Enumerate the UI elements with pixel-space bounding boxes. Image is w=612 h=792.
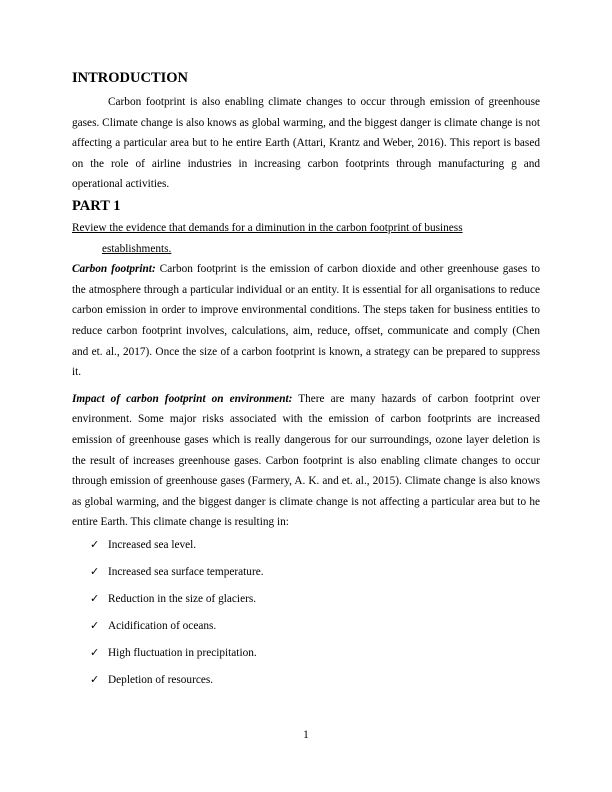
impact-label: Impact of carbon footprint on environment:	[72, 392, 293, 405]
part1-heading: PART 1	[72, 197, 121, 214]
page-number: 1	[303, 729, 309, 741]
document-page	[72, 68, 540, 699]
review-title-line1: Review the evidence that demands for a diminution in the carbon footprint of business	[72, 221, 463, 234]
list-item	[90, 564, 540, 581]
list-item-text: Acidification of oceans.	[108, 619, 217, 632]
list-item-text: Depletion of resources.	[108, 673, 214, 686]
list-item	[90, 618, 540, 635]
review-title	[72, 218, 540, 259]
checkmark-icon: ✓	[90, 646, 100, 659]
carbon-footprint-label: Carbon footprint:	[72, 263, 156, 276]
list-item	[90, 591, 540, 608]
carbon-footprint-text: Carbon footprint is the emission of carbon dioxide and other greenhouse gases to the atmosphere through a particular individual or an entity. It is essential for all organisations to reduce carbon emission in order to improve environmental conditions. The steps taken for business entities to reduce carbon footprint involves, calculations, aim, reduce, offset, communicate and comply (Chen and et. al., 2017). Once the size of a carbon footprint is known, a strategy can be prepared to suppress it.	[72, 263, 540, 379]
list-item	[90, 537, 540, 554]
list-item	[90, 672, 540, 689]
list-item-text: Increased sea surface temperature.	[108, 565, 264, 578]
review-title-line2: establishments.	[102, 242, 172, 255]
introduction-paragraph: Carbon footprint is also enabling climate changes to occur through emission of greenhouse gases. Climate change is also knows as global warming, and the biggest danger is climate change is not affecting a particular area but to he entire Earth (Attari, Krantz and Weber, 2016). This report is based on the role of airline industries in increasing carbon footprints through manufacturing g and operational activities.	[72, 96, 540, 191]
checkmark-icon: ✓	[90, 619, 100, 632]
introduction-heading: INTRODUCTION	[72, 70, 189, 86]
checkmark-icon: ✓	[90, 592, 100, 605]
checkmark-icon: ✓	[90, 538, 100, 551]
impact-text: There are many hazards of carbon footprint over environment. Some major risks associated with the emission of carbon footprints are increased emission of greenhouse gases which is really dangerous for our surroundings, ozone layer deletion is the result of increases greenhouse gases. Carbon footprint is also enabling climate changes to occur through emission of greenhouse gases (Farmery, A. K. and et. al., 2015). Climate change is also knows as global warming, and the biggest danger is climate change is not affecting a particular area but to he entire Earth. This climate change is resulting in:	[72, 392, 540, 529]
effects-list	[72, 537, 540, 689]
carbon-footprint-paragraph	[72, 259, 540, 383]
list-item-text: High fluctuation in precipitation.	[108, 646, 257, 659]
list-item-text: Reduction in the size of glaciers.	[108, 592, 257, 605]
list-item-text: Increased sea level.	[108, 538, 197, 551]
checkmark-icon: ✓	[90, 565, 100, 578]
checkmark-icon: ✓	[90, 673, 100, 686]
list-item	[90, 645, 540, 662]
impact-paragraph	[72, 389, 540, 533]
